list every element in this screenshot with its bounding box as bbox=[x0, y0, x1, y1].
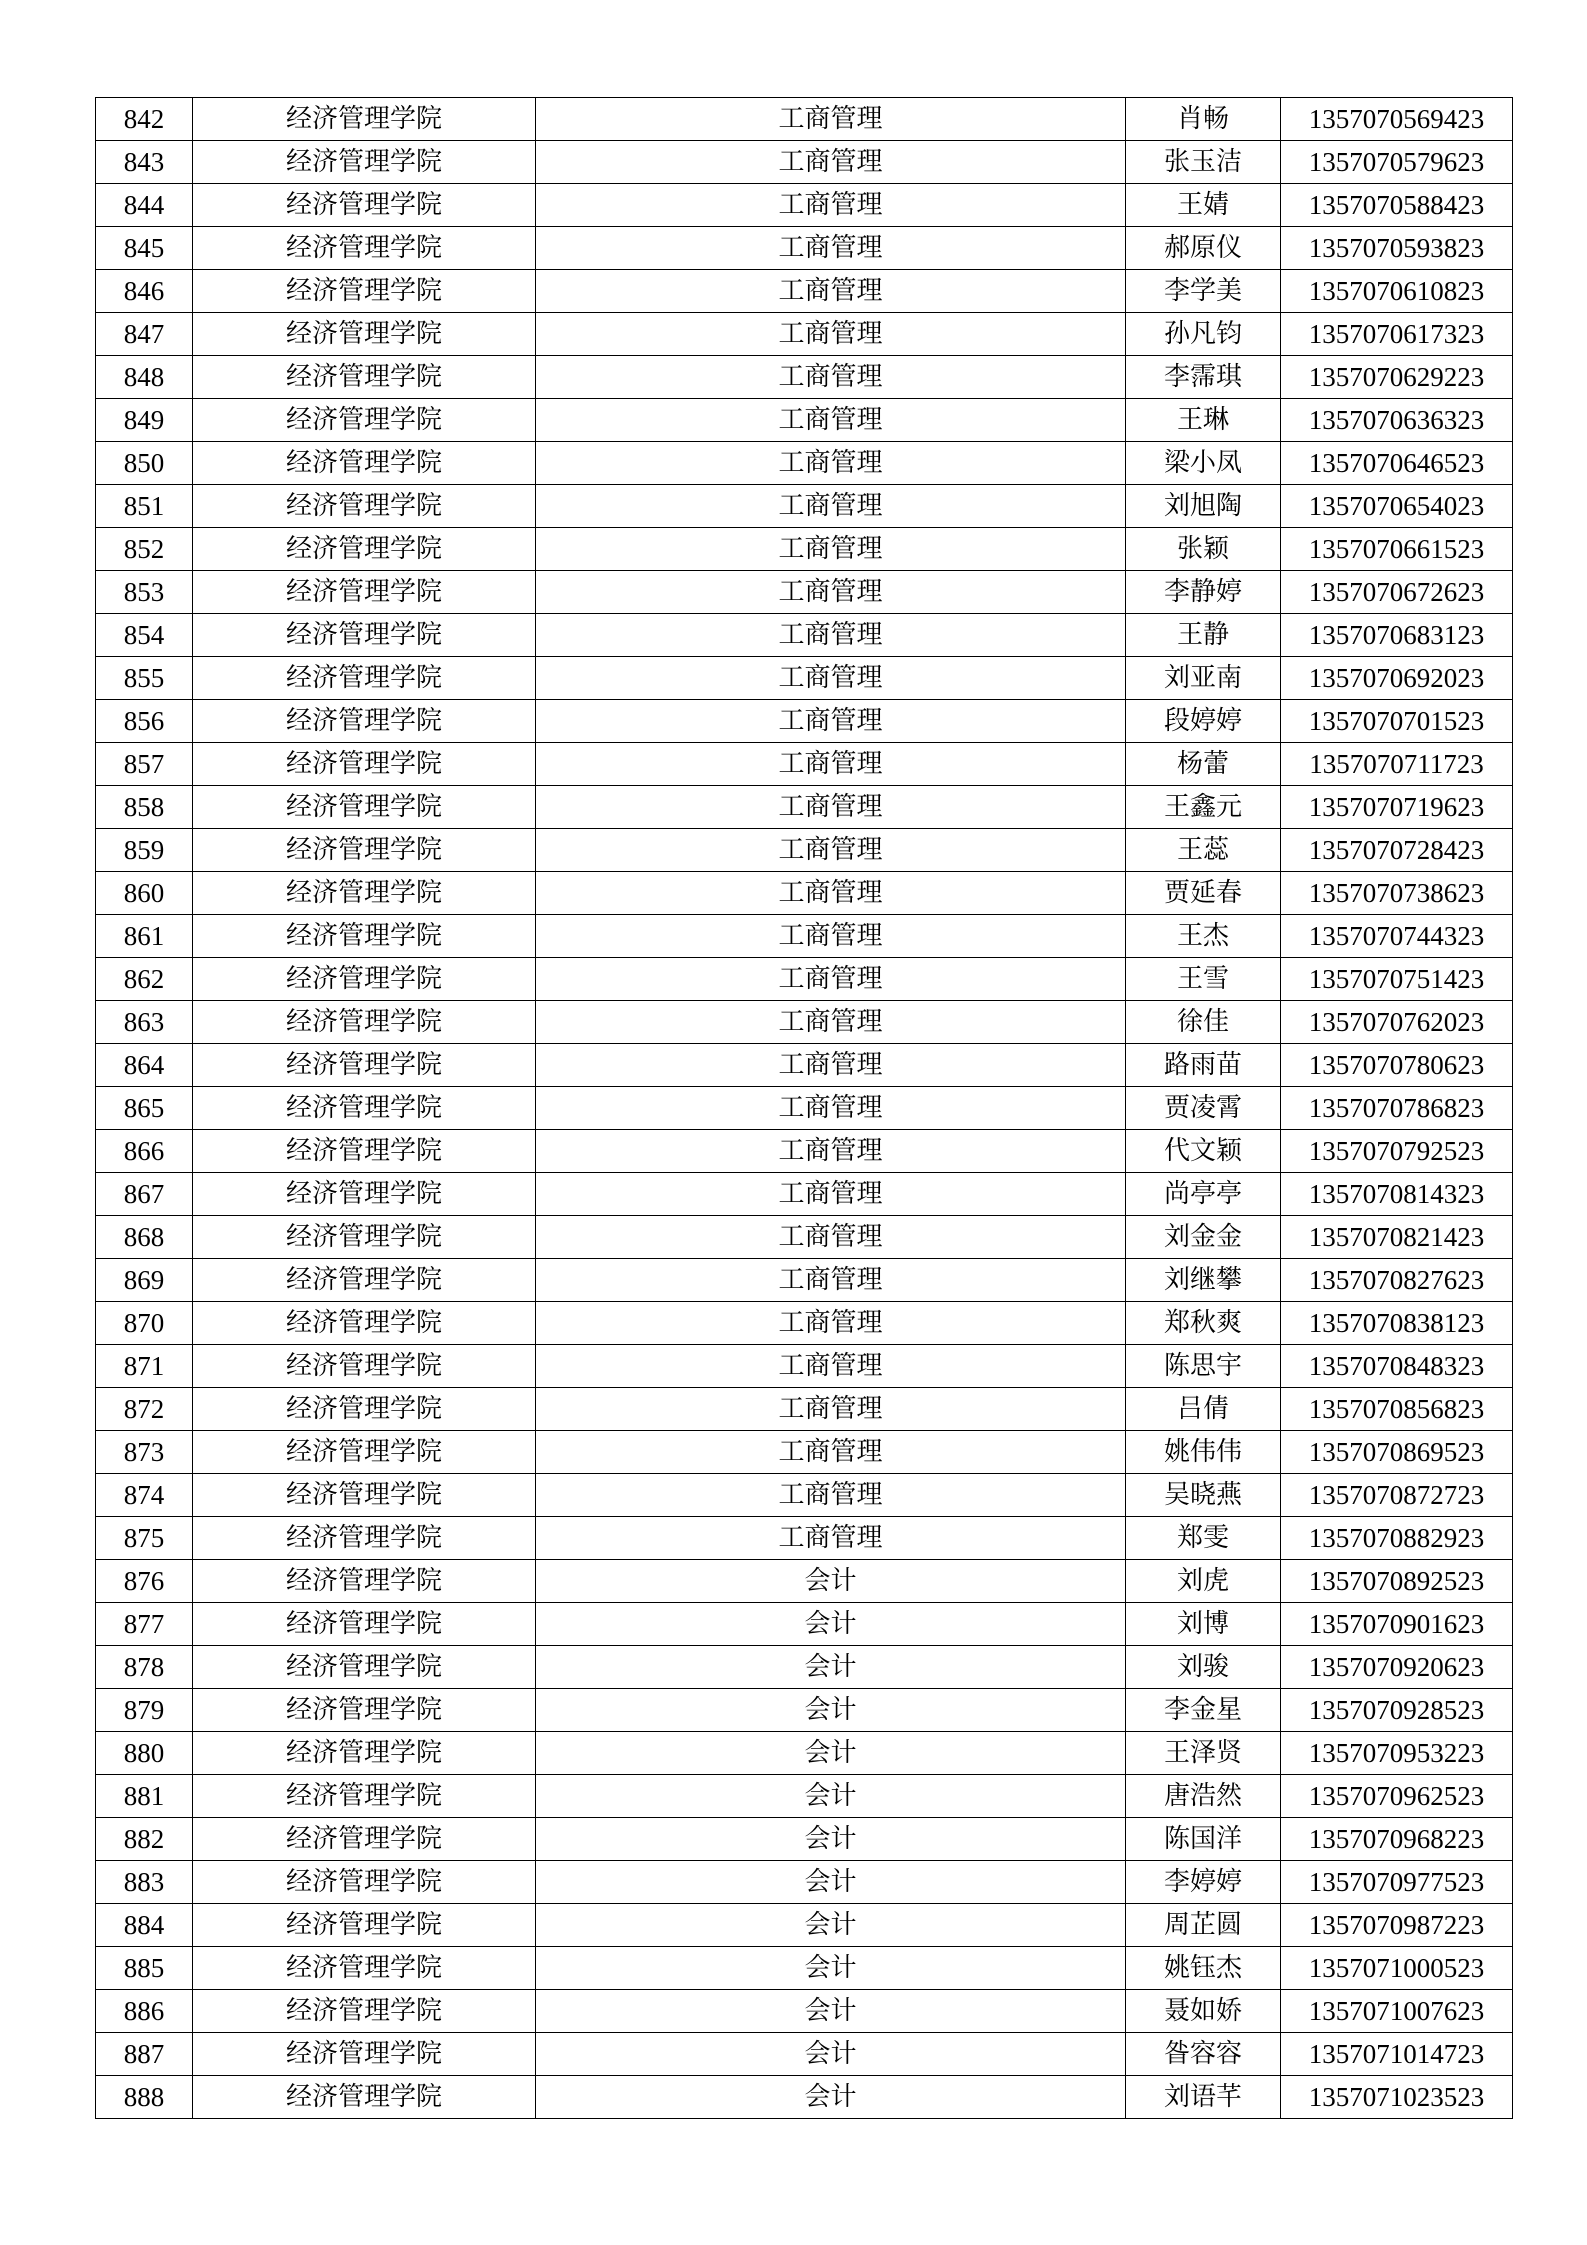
table-row bbox=[96, 872, 1513, 915]
major-cell: 工商管理 bbox=[536, 528, 1126, 571]
serial-number-cell: 849 bbox=[96, 399, 193, 442]
college-cell: 经济管理学院 bbox=[193, 1001, 536, 1044]
major-cell: 工商管理 bbox=[536, 743, 1126, 786]
student-name-cell: 吴晓燕 bbox=[1126, 1474, 1281, 1517]
student-name-cell: 聂如娇 bbox=[1126, 1990, 1281, 2033]
college-cell: 经济管理学院 bbox=[193, 915, 536, 958]
major-cell: 工商管理 bbox=[536, 141, 1126, 184]
student-name-cell: 刘虎 bbox=[1126, 1560, 1281, 1603]
serial-number-cell: 886 bbox=[96, 1990, 193, 2033]
college-cell: 经济管理学院 bbox=[193, 657, 536, 700]
college-cell: 经济管理学院 bbox=[193, 1216, 536, 1259]
student-name-cell: 张玉洁 bbox=[1126, 141, 1281, 184]
college-cell: 经济管理学院 bbox=[193, 227, 536, 270]
major-cell: 会计 bbox=[536, 1732, 1126, 1775]
table-row bbox=[96, 1689, 1513, 1732]
table-row bbox=[96, 1560, 1513, 1603]
exam-id-cell: 1357070892523 bbox=[1281, 1560, 1513, 1603]
exam-id-cell: 1357070719623 bbox=[1281, 786, 1513, 829]
student-name-cell: 周芷圆 bbox=[1126, 1904, 1281, 1947]
major-cell: 工商管理 bbox=[536, 872, 1126, 915]
serial-number-cell: 885 bbox=[96, 1947, 193, 1990]
major-cell: 工商管理 bbox=[536, 356, 1126, 399]
student-name-cell: 刘继攀 bbox=[1126, 1259, 1281, 1302]
serial-number-cell: 869 bbox=[96, 1259, 193, 1302]
exam-id-cell: 1357070814323 bbox=[1281, 1173, 1513, 1216]
serial-number-cell: 870 bbox=[96, 1302, 193, 1345]
major-cell: 工商管理 bbox=[536, 1044, 1126, 1087]
college-cell: 经济管理学院 bbox=[193, 743, 536, 786]
table-row bbox=[96, 1173, 1513, 1216]
college-cell: 经济管理学院 bbox=[193, 1517, 536, 1560]
major-cell: 会计 bbox=[536, 1861, 1126, 1904]
table-row bbox=[96, 98, 1513, 141]
student-name-cell: 李学美 bbox=[1126, 270, 1281, 313]
exam-id-cell: 1357070792523 bbox=[1281, 1130, 1513, 1173]
serial-number-cell: 842 bbox=[96, 98, 193, 141]
student-name-cell: 王婧 bbox=[1126, 184, 1281, 227]
major-cell: 工商管理 bbox=[536, 1087, 1126, 1130]
exam-id-cell: 1357070610823 bbox=[1281, 270, 1513, 313]
serial-number-cell: 845 bbox=[96, 227, 193, 270]
student-name-cell: 徐佳 bbox=[1126, 1001, 1281, 1044]
serial-number-cell: 887 bbox=[96, 2033, 193, 2076]
major-cell: 工商管理 bbox=[536, 1517, 1126, 1560]
table-row bbox=[96, 614, 1513, 657]
exam-id-cell: 1357070856823 bbox=[1281, 1388, 1513, 1431]
table-row bbox=[96, 657, 1513, 700]
exam-id-cell: 1357070683123 bbox=[1281, 614, 1513, 657]
student-name-cell: 王静 bbox=[1126, 614, 1281, 657]
college-cell: 经济管理学院 bbox=[193, 270, 536, 313]
serial-number-cell: 884 bbox=[96, 1904, 193, 1947]
major-cell: 工商管理 bbox=[536, 1173, 1126, 1216]
college-cell: 经济管理学院 bbox=[193, 1689, 536, 1732]
major-cell: 工商管理 bbox=[536, 1259, 1126, 1302]
college-cell: 经济管理学院 bbox=[193, 313, 536, 356]
major-cell: 工商管理 bbox=[536, 313, 1126, 356]
major-cell: 会计 bbox=[536, 2033, 1126, 2076]
student-name-cell: 姚钰杰 bbox=[1126, 1947, 1281, 1990]
college-cell: 经济管理学院 bbox=[193, 1603, 536, 1646]
college-cell: 经济管理学院 bbox=[193, 958, 536, 1001]
major-cell: 会计 bbox=[536, 1646, 1126, 1689]
table-row bbox=[96, 786, 1513, 829]
table-row bbox=[96, 184, 1513, 227]
student-name-cell: 陈思宇 bbox=[1126, 1345, 1281, 1388]
exam-id-cell: 1357070827623 bbox=[1281, 1259, 1513, 1302]
serial-number-cell: 853 bbox=[96, 571, 193, 614]
table-row bbox=[96, 700, 1513, 743]
serial-number-cell: 852 bbox=[96, 528, 193, 571]
serial-number-cell: 882 bbox=[96, 1818, 193, 1861]
exam-id-cell: 1357070672623 bbox=[1281, 571, 1513, 614]
student-name-cell: 梁小凤 bbox=[1126, 442, 1281, 485]
major-cell: 工商管理 bbox=[536, 700, 1126, 743]
college-cell: 经济管理学院 bbox=[193, 442, 536, 485]
student-name-cell: 唐浩然 bbox=[1126, 1775, 1281, 1818]
major-cell: 工商管理 bbox=[536, 227, 1126, 270]
exam-id-cell: 1357070588423 bbox=[1281, 184, 1513, 227]
major-cell: 工商管理 bbox=[536, 1302, 1126, 1345]
exam-id-cell: 1357070629223 bbox=[1281, 356, 1513, 399]
exam-id-cell: 1357071014723 bbox=[1281, 2033, 1513, 2076]
serial-number-cell: 844 bbox=[96, 184, 193, 227]
college-cell: 经济管理学院 bbox=[193, 399, 536, 442]
roster-table-body bbox=[96, 98, 1513, 2119]
college-cell: 经济管理学院 bbox=[193, 786, 536, 829]
major-cell: 会计 bbox=[536, 1603, 1126, 1646]
student-name-cell: 贾凌霄 bbox=[1126, 1087, 1281, 1130]
major-cell: 会计 bbox=[536, 1560, 1126, 1603]
college-cell: 经济管理学院 bbox=[193, 1990, 536, 2033]
major-cell: 工商管理 bbox=[536, 1216, 1126, 1259]
student-name-cell: 刘亚南 bbox=[1126, 657, 1281, 700]
exam-id-cell: 1357070636323 bbox=[1281, 399, 1513, 442]
student-name-cell: 李静婷 bbox=[1126, 571, 1281, 614]
table-row bbox=[96, 1818, 1513, 1861]
student-name-cell: 杨蕾 bbox=[1126, 743, 1281, 786]
college-cell: 经济管理学院 bbox=[193, 1646, 536, 1689]
serial-number-cell: 859 bbox=[96, 829, 193, 872]
table-row bbox=[96, 2033, 1513, 2076]
college-cell: 经济管理学院 bbox=[193, 98, 536, 141]
exam-id-cell: 1357070786823 bbox=[1281, 1087, 1513, 1130]
student-name-cell: 肖畅 bbox=[1126, 98, 1281, 141]
major-cell: 会计 bbox=[536, 1775, 1126, 1818]
college-cell: 经济管理学院 bbox=[193, 872, 536, 915]
major-cell: 会计 bbox=[536, 2076, 1126, 2119]
student-name-cell: 昝容容 bbox=[1126, 2033, 1281, 2076]
student-name-cell: 李霈琪 bbox=[1126, 356, 1281, 399]
exam-id-cell: 1357070780623 bbox=[1281, 1044, 1513, 1087]
college-cell: 经济管理学院 bbox=[193, 614, 536, 657]
table-row bbox=[96, 1216, 1513, 1259]
major-cell: 工商管理 bbox=[536, 1474, 1126, 1517]
exam-id-cell: 1357070872723 bbox=[1281, 1474, 1513, 1517]
table-row bbox=[96, 1646, 1513, 1689]
serial-number-cell: 861 bbox=[96, 915, 193, 958]
serial-number-cell: 877 bbox=[96, 1603, 193, 1646]
serial-number-cell: 856 bbox=[96, 700, 193, 743]
exam-id-cell: 1357070920623 bbox=[1281, 1646, 1513, 1689]
serial-number-cell: 868 bbox=[96, 1216, 193, 1259]
exam-id-cell: 1357070569423 bbox=[1281, 98, 1513, 141]
exam-id-cell: 1357070882923 bbox=[1281, 1517, 1513, 1560]
exam-id-cell: 1357071007623 bbox=[1281, 1990, 1513, 2033]
table-row bbox=[96, 1345, 1513, 1388]
table-row bbox=[96, 356, 1513, 399]
college-cell: 经济管理学院 bbox=[193, 1818, 536, 1861]
college-cell: 经济管理学院 bbox=[193, 1560, 536, 1603]
exam-id-cell: 1357070744323 bbox=[1281, 915, 1513, 958]
serial-number-cell: 865 bbox=[96, 1087, 193, 1130]
major-cell: 工商管理 bbox=[536, 786, 1126, 829]
serial-number-cell: 863 bbox=[96, 1001, 193, 1044]
student-name-cell: 吕倩 bbox=[1126, 1388, 1281, 1431]
exam-id-cell: 1357070728423 bbox=[1281, 829, 1513, 872]
exam-id-cell: 1357070711723 bbox=[1281, 743, 1513, 786]
serial-number-cell: 854 bbox=[96, 614, 193, 657]
table-row bbox=[96, 1517, 1513, 1560]
exam-id-cell: 1357070838123 bbox=[1281, 1302, 1513, 1345]
college-cell: 经济管理学院 bbox=[193, 1947, 536, 1990]
exam-id-cell: 1357071023523 bbox=[1281, 2076, 1513, 2119]
student-name-cell: 刘金金 bbox=[1126, 1216, 1281, 1259]
student-name-cell: 陈国洋 bbox=[1126, 1818, 1281, 1861]
serial-number-cell: 875 bbox=[96, 1517, 193, 1560]
table-row bbox=[96, 958, 1513, 1001]
exam-id-cell: 1357070646523 bbox=[1281, 442, 1513, 485]
exam-id-cell: 1357071000523 bbox=[1281, 1947, 1513, 1990]
college-cell: 经济管理学院 bbox=[193, 485, 536, 528]
student-name-cell: 张颖 bbox=[1126, 528, 1281, 571]
college-cell: 经济管理学院 bbox=[193, 700, 536, 743]
table-row bbox=[96, 1388, 1513, 1431]
student-name-cell: 贾延春 bbox=[1126, 872, 1281, 915]
student-name-cell: 王泽贤 bbox=[1126, 1732, 1281, 1775]
college-cell: 经济管理学院 bbox=[193, 1259, 536, 1302]
exam-id-cell: 1357070762023 bbox=[1281, 1001, 1513, 1044]
exam-id-cell: 1357070593823 bbox=[1281, 227, 1513, 270]
exam-id-cell: 1357070579623 bbox=[1281, 141, 1513, 184]
student-name-cell: 孙凡钧 bbox=[1126, 313, 1281, 356]
major-cell: 会计 bbox=[536, 1689, 1126, 1732]
exam-id-cell: 1357070928523 bbox=[1281, 1689, 1513, 1732]
college-cell: 经济管理学院 bbox=[193, 1130, 536, 1173]
table-row bbox=[96, 227, 1513, 270]
serial-number-cell: 881 bbox=[96, 1775, 193, 1818]
serial-number-cell: 883 bbox=[96, 1861, 193, 1904]
table-row bbox=[96, 1861, 1513, 1904]
student-name-cell: 王蕊 bbox=[1126, 829, 1281, 872]
serial-number-cell: 851 bbox=[96, 485, 193, 528]
table-row bbox=[96, 528, 1513, 571]
student-name-cell: 郑雯 bbox=[1126, 1517, 1281, 1560]
table-row bbox=[96, 1775, 1513, 1818]
exam-id-cell: 1357070738623 bbox=[1281, 872, 1513, 915]
exam-id-cell: 1357070751423 bbox=[1281, 958, 1513, 1001]
college-cell: 经济管理学院 bbox=[193, 356, 536, 399]
exam-id-cell: 1357070968223 bbox=[1281, 1818, 1513, 1861]
exam-id-cell: 1357070617323 bbox=[1281, 313, 1513, 356]
college-cell: 经济管理学院 bbox=[193, 141, 536, 184]
college-cell: 经济管理学院 bbox=[193, 1173, 536, 1216]
major-cell: 工商管理 bbox=[536, 184, 1126, 227]
serial-number-cell: 872 bbox=[96, 1388, 193, 1431]
student-name-cell: 刘旭陶 bbox=[1126, 485, 1281, 528]
serial-number-cell: 843 bbox=[96, 141, 193, 184]
major-cell: 工商管理 bbox=[536, 1345, 1126, 1388]
serial-number-cell: 873 bbox=[96, 1431, 193, 1474]
table-row bbox=[96, 829, 1513, 872]
major-cell: 工商管理 bbox=[536, 1001, 1126, 1044]
student-name-cell: 郝原仪 bbox=[1126, 227, 1281, 270]
serial-number-cell: 862 bbox=[96, 958, 193, 1001]
college-cell: 经济管理学院 bbox=[193, 1345, 536, 1388]
serial-number-cell: 848 bbox=[96, 356, 193, 399]
major-cell: 工商管理 bbox=[536, 270, 1126, 313]
exam-id-cell: 1357070848323 bbox=[1281, 1345, 1513, 1388]
student-name-cell: 姚伟伟 bbox=[1126, 1431, 1281, 1474]
serial-number-cell: 888 bbox=[96, 2076, 193, 2119]
college-cell: 经济管理学院 bbox=[193, 184, 536, 227]
college-cell: 经济管理学院 bbox=[193, 1087, 536, 1130]
table-row bbox=[96, 1474, 1513, 1517]
table-row bbox=[96, 141, 1513, 184]
serial-number-cell: 876 bbox=[96, 1560, 193, 1603]
major-cell: 工商管理 bbox=[536, 1431, 1126, 1474]
major-cell: 工商管理 bbox=[536, 442, 1126, 485]
college-cell: 经济管理学院 bbox=[193, 1861, 536, 1904]
exam-id-cell: 1357070701523 bbox=[1281, 700, 1513, 743]
exam-id-cell: 1357070692023 bbox=[1281, 657, 1513, 700]
student-name-cell: 王鑫元 bbox=[1126, 786, 1281, 829]
serial-number-cell: 864 bbox=[96, 1044, 193, 1087]
exam-id-cell: 1357070987223 bbox=[1281, 1904, 1513, 1947]
major-cell: 工商管理 bbox=[536, 657, 1126, 700]
table-row bbox=[96, 270, 1513, 313]
serial-number-cell: 880 bbox=[96, 1732, 193, 1775]
serial-number-cell: 867 bbox=[96, 1173, 193, 1216]
serial-number-cell: 847 bbox=[96, 313, 193, 356]
major-cell: 工商管理 bbox=[536, 1130, 1126, 1173]
table-row bbox=[96, 1431, 1513, 1474]
college-cell: 经济管理学院 bbox=[193, 1302, 536, 1345]
table-row bbox=[96, 1904, 1513, 1947]
college-cell: 经济管理学院 bbox=[193, 1904, 536, 1947]
exam-id-cell: 1357070654023 bbox=[1281, 485, 1513, 528]
student-name-cell: 郑秋爽 bbox=[1126, 1302, 1281, 1345]
college-cell: 经济管理学院 bbox=[193, 1388, 536, 1431]
college-cell: 经济管理学院 bbox=[193, 829, 536, 872]
table-row bbox=[96, 1087, 1513, 1130]
student-name-cell: 王杰 bbox=[1126, 915, 1281, 958]
major-cell: 工商管理 bbox=[536, 98, 1126, 141]
serial-number-cell: 858 bbox=[96, 786, 193, 829]
student-name-cell: 李婷婷 bbox=[1126, 1861, 1281, 1904]
serial-number-cell: 874 bbox=[96, 1474, 193, 1517]
college-cell: 经济管理学院 bbox=[193, 1044, 536, 1087]
table-row bbox=[96, 1302, 1513, 1345]
table-row bbox=[96, 1990, 1513, 2033]
student-name-cell: 刘骏 bbox=[1126, 1646, 1281, 1689]
exam-id-cell: 1357070962523 bbox=[1281, 1775, 1513, 1818]
table-row bbox=[96, 313, 1513, 356]
exam-id-cell: 1357070953223 bbox=[1281, 1732, 1513, 1775]
table-row bbox=[96, 485, 1513, 528]
serial-number-cell: 857 bbox=[96, 743, 193, 786]
serial-number-cell: 878 bbox=[96, 1646, 193, 1689]
student-name-cell: 王雪 bbox=[1126, 958, 1281, 1001]
serial-number-cell: 866 bbox=[96, 1130, 193, 1173]
student-name-cell: 王琳 bbox=[1126, 399, 1281, 442]
major-cell: 工商管理 bbox=[536, 915, 1126, 958]
table-row bbox=[96, 743, 1513, 786]
major-cell: 工商管理 bbox=[536, 614, 1126, 657]
serial-number-cell: 871 bbox=[96, 1345, 193, 1388]
table-row bbox=[96, 571, 1513, 614]
serial-number-cell: 846 bbox=[96, 270, 193, 313]
college-cell: 经济管理学院 bbox=[193, 571, 536, 614]
table-row bbox=[96, 1259, 1513, 1302]
major-cell: 会计 bbox=[536, 1990, 1126, 2033]
major-cell: 工商管理 bbox=[536, 399, 1126, 442]
table-row bbox=[96, 399, 1513, 442]
major-cell: 工商管理 bbox=[536, 958, 1126, 1001]
table-row bbox=[96, 1603, 1513, 1646]
college-cell: 经济管理学院 bbox=[193, 1775, 536, 1818]
student-name-cell: 李金星 bbox=[1126, 1689, 1281, 1732]
college-cell: 经济管理学院 bbox=[193, 2033, 536, 2076]
college-cell: 经济管理学院 bbox=[193, 1474, 536, 1517]
exam-id-cell: 1357070661523 bbox=[1281, 528, 1513, 571]
college-cell: 经济管理学院 bbox=[193, 1732, 536, 1775]
student-name-cell: 代文颖 bbox=[1126, 1130, 1281, 1173]
major-cell: 会计 bbox=[536, 1818, 1126, 1861]
student-name-cell: 刘语芊 bbox=[1126, 2076, 1281, 2119]
serial-number-cell: 860 bbox=[96, 872, 193, 915]
student-name-cell: 路雨苗 bbox=[1126, 1044, 1281, 1087]
exam-id-cell: 1357070977523 bbox=[1281, 1861, 1513, 1904]
student-name-cell: 段婷婷 bbox=[1126, 700, 1281, 743]
college-cell: 经济管理学院 bbox=[193, 528, 536, 571]
major-cell: 工商管理 bbox=[536, 829, 1126, 872]
table-row bbox=[96, 1947, 1513, 1990]
table-row bbox=[96, 1001, 1513, 1044]
exam-id-cell: 1357070901623 bbox=[1281, 1603, 1513, 1646]
table-row bbox=[96, 1044, 1513, 1087]
serial-number-cell: 855 bbox=[96, 657, 193, 700]
student-name-cell: 刘博 bbox=[1126, 1603, 1281, 1646]
table-row bbox=[96, 1130, 1513, 1173]
major-cell: 工商管理 bbox=[536, 571, 1126, 614]
student-name-cell: 尚亭亭 bbox=[1126, 1173, 1281, 1216]
serial-number-cell: 850 bbox=[96, 442, 193, 485]
major-cell: 会计 bbox=[536, 1904, 1126, 1947]
table-row bbox=[96, 915, 1513, 958]
serial-number-cell: 879 bbox=[96, 1689, 193, 1732]
major-cell: 工商管理 bbox=[536, 1388, 1126, 1431]
table-row bbox=[96, 2076, 1513, 2119]
college-cell: 经济管理学院 bbox=[193, 1431, 536, 1474]
table-row bbox=[96, 1732, 1513, 1775]
major-cell: 工商管理 bbox=[536, 485, 1126, 528]
table-row bbox=[96, 442, 1513, 485]
major-cell: 会计 bbox=[536, 1947, 1126, 1990]
exam-id-cell: 1357070869523 bbox=[1281, 1431, 1513, 1474]
college-cell: 经济管理学院 bbox=[193, 2076, 536, 2119]
student-roster-table bbox=[95, 97, 1513, 2119]
exam-id-cell: 1357070821423 bbox=[1281, 1216, 1513, 1259]
